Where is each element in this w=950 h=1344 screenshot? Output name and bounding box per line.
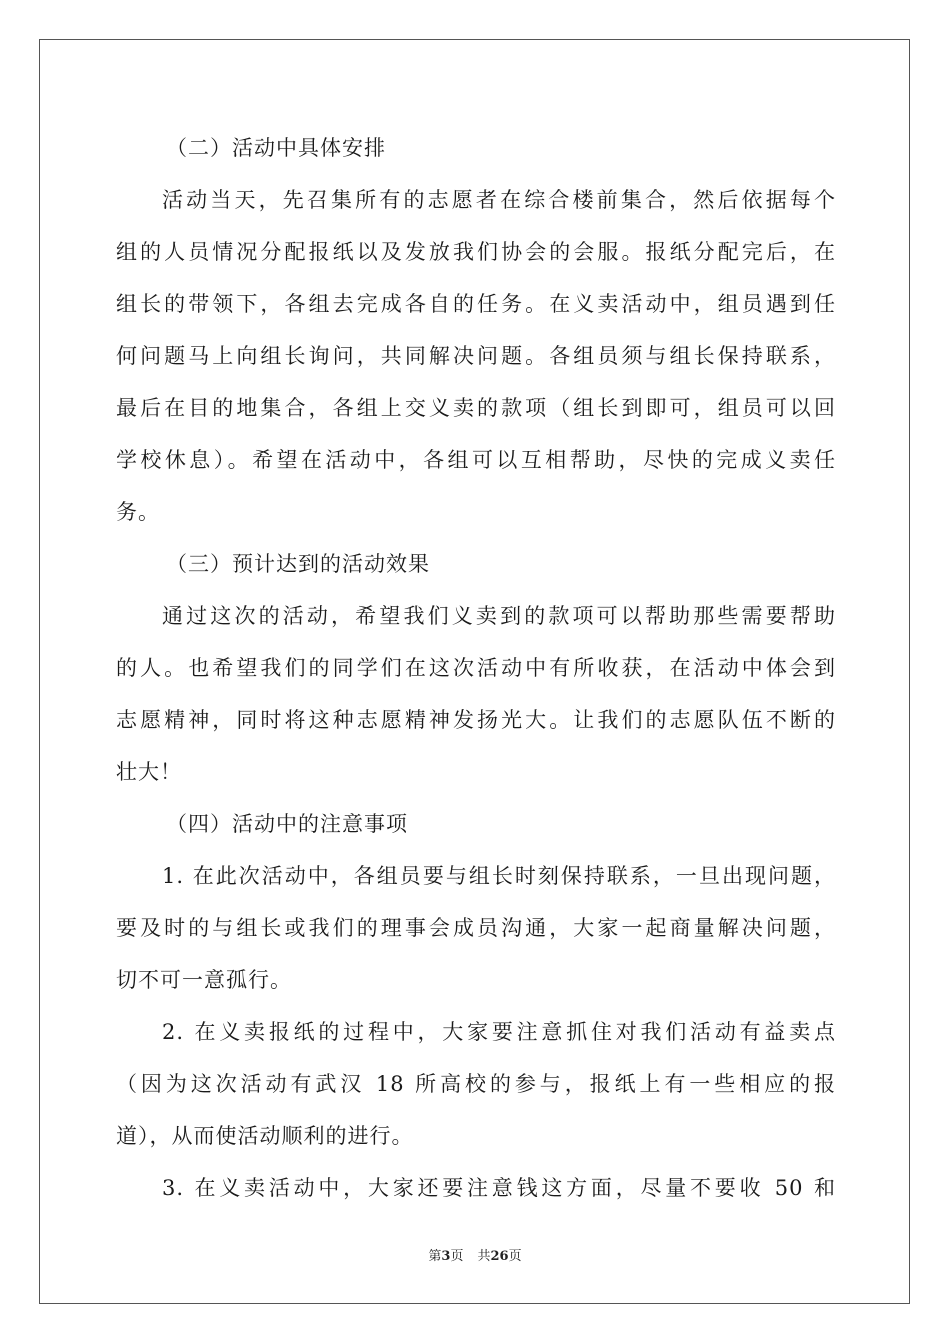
text-line: 活动当天，先召集所有的志愿者在综合楼前集合，然后依据每个 [162,188,836,212]
total-prefix: 共 [477,1249,491,1264]
text-line: （因为这次活动有武汉 18 所高校的参与，报纸上有一些相应的报 [116,1072,836,1096]
paragraph-arrangement [116,174,836,538]
text-line: 何问题马上向组长询问，共同解决问题。各组员须与组长保持联系， [116,344,836,368]
text-line: 2. 在义卖报纸的过程中，大家要注意抓住对我们活动有益卖点 [162,1020,836,1044]
text-line: 道），从而使活动顺利的进行。 [116,1124,414,1148]
document-body [116,122,836,1214]
text-line: 壮大！ [116,760,182,784]
page-total: 26 [490,1249,509,1264]
text-line: 最后在目的地集合，各组上交义卖的款项（组长到即可，组员可以回 [116,396,836,420]
list-item-1 [116,850,836,1006]
text-line: 要及时的与组长或我们的理事会成员沟通，大家一起商量解决问题， [116,916,836,940]
text-line: 志愿精神，同时将这种志愿精神发扬光大。让我们的志愿队伍不断的 [116,708,836,732]
section-heading-3: （三）预计达到的活动效果 [166,552,430,576]
page-suffix: 页 [450,1249,464,1264]
text-line: 务。 [116,500,160,524]
section-heading-4: （四）活动中的注意事项 [166,812,408,836]
text-line: 的人。也希望我们的同学们在这次活动中有所收获，在活动中体会到 [116,656,836,680]
list-item-2 [116,1006,836,1162]
total-suffix: 页 [508,1249,522,1264]
text-line: 1. 在此次活动中，各组员要与组长时刻保持联系，一旦出现问题， [162,864,836,888]
text-line: 3. 在义卖活动中，大家还要注意钱这方面，尽量不要收 50 和 [162,1176,836,1200]
page-current: 3 [441,1249,451,1264]
text-line: 通过这次的活动，希望我们义卖到的款项可以帮助那些需要帮助 [162,604,836,628]
list-item-3 [116,1162,836,1214]
section-heading-2: （二）活动中具体安排 [166,136,386,160]
text-line: 学校休息）。希望在活动中，各组可以互相帮助，尽快的完成义卖任 [116,448,836,472]
text-line: 组长的带领下，各组去完成各自的任务。在义卖活动中，组员遇到任 [116,292,836,316]
paragraph-expected-effect [116,590,836,798]
page-prefix: 第 [428,1249,442,1264]
text-line: 组的人员情况分配报纸以及发放我们协会的会服。报纸分配完后，在 [116,240,836,264]
page-footer [0,1245,950,1264]
text-line: 切不可一意孤行。 [116,968,292,992]
